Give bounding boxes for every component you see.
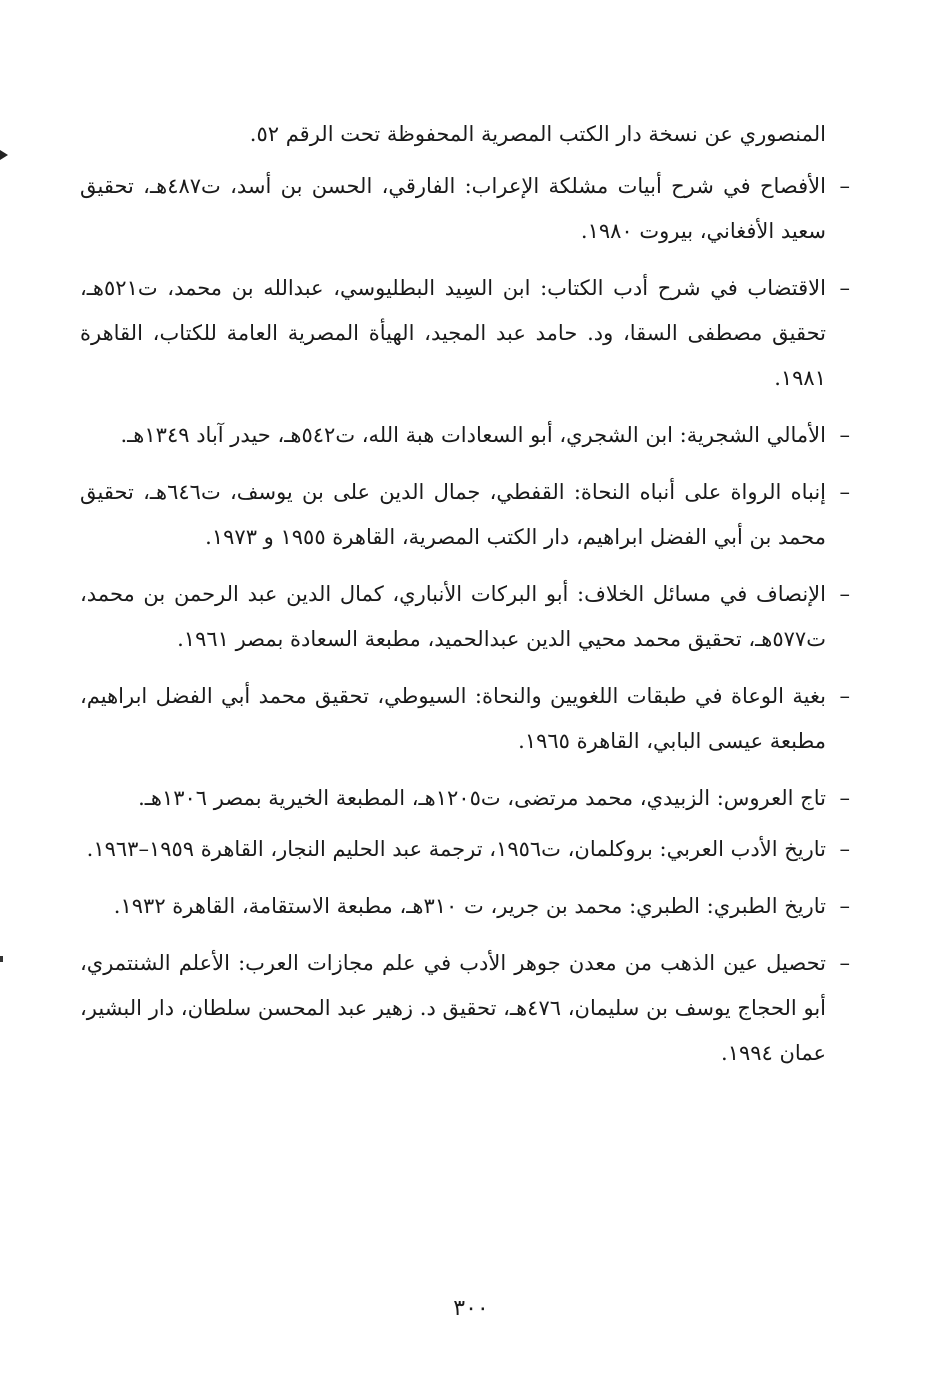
entry-text: الأمالي الشجرية: ابن الشجري، أبو السعادات هبة الله، ت٥٤٢هـ، حيدر آباد ١٣٤٩هـ.: [120, 423, 826, 447]
page-number: ٣٠٠: [453, 1296, 489, 1321]
entry-dash: –: [839, 174, 850, 198]
entry-dash: –: [839, 786, 850, 810]
continuation-line: المنصوري عن نسخة دار الكتب المصرية المحفوظة تحت الرقم ٥٢.: [249, 122, 826, 146]
entry-dash: –: [839, 480, 850, 504]
bibliography-entry: [80, 266, 850, 401]
entry-text: تاريخ الطبري: الطبري: محمد بن جرير، ت ٣١٠هـ، مطبعة الاستقامة، القاهرة ١٩٣٢.: [113, 894, 826, 918]
entry-text: الاقتضاب في شرح أدب الكتاب: ابن السِيد البطليوسي، عبدالله بن محمد، ت٥٢١هـ، تحقيق مصطفى السقا، ود. حامد عبد المجيد، الهيأة المصرية العامة للكتاب، القاهرة ١٩٨١.: [80, 276, 826, 390]
entry-dash: –: [839, 894, 850, 918]
bibliography-entry: [80, 776, 850, 821]
margin-arrow-mark: [0, 150, 8, 160]
bibliography-entry: [80, 884, 850, 929]
bibliography-entry: [80, 413, 850, 458]
entry-dash: –: [839, 837, 850, 861]
entry-text: تحصيل عين الذهب من معدن جوهر الأدب في علم مجازات العرب: الأعلم الشنتمري، أبو الحجاج يوسف بن سليمان، ٤٧٦هـ، تحقيق د. زهير عبد المحسن سلطان، دار البشير، عمان ١٩٩٤.: [80, 951, 826, 1065]
bibliography-page: [80, 112, 850, 1088]
entry-text: الإنصاف في مسائل الخلاف: أبو البركات الأنباري، كمال الدين عبد الرحمن بن محمد، ت٥٧٧هـ، تحقيق محمد محيي الدين عبدالحميد، مطبعة السعادة بمصر ١٩٦١.: [80, 582, 826, 651]
bibliography-entry: [80, 827, 850, 872]
entry-dash: –: [839, 582, 850, 606]
entry-text: تاج العروس: الزبيدي، محمد مرتضى، ت١٢٠٥هـ، المطبعة الخيرية بمصر ١٣٠٦هـ.: [138, 786, 826, 810]
entry-dash: –: [839, 951, 850, 975]
bibliography-entry: [80, 941, 850, 1076]
entry-text: تاريخ الأدب العربي: بروكلمان، ت١٩٥٦، ترجمة عبد الحليم النجار، القاهرة ١٩٥٩–١٩٦٣.: [86, 837, 826, 861]
bibliography-entry: [80, 572, 850, 662]
entry-text: إنباه الرواة على أنباه النحاة: القفطي، جمال الدين على بن يوسف، ت٦٤٦هـ، تحقيق محمد بن أبي الفضل ابراهيم، دار الكتب المصرية، القاهرة ١٩٥٥ و ١٩٧٣.: [80, 480, 827, 549]
entry-dash: –: [839, 423, 850, 447]
bibliography-entry: [80, 164, 850, 254]
entry-text: بغية الوعاة في طبقات اللغويين والنحاة: السيوطي، تحقيق محمد أبي الفضل ابراهيم، مطبعة عيسى البابي، القاهرة ١٩٦٥.: [80, 684, 826, 753]
bibliography-entry: [80, 470, 850, 560]
margin-tick-mark: [0, 956, 3, 962]
entry-text: الأفصاح في شرح أبيات مشلكة الإعراب: الفارقي، الحسن بن أسد، ت٤٨٧هـ، تحقيق سعيد الأفغاني، بيروت ١٩٨٠.: [80, 174, 826, 243]
entry-dash: –: [839, 684, 850, 708]
entry-dash: –: [839, 276, 850, 300]
bibliography-entry: [80, 674, 850, 764]
